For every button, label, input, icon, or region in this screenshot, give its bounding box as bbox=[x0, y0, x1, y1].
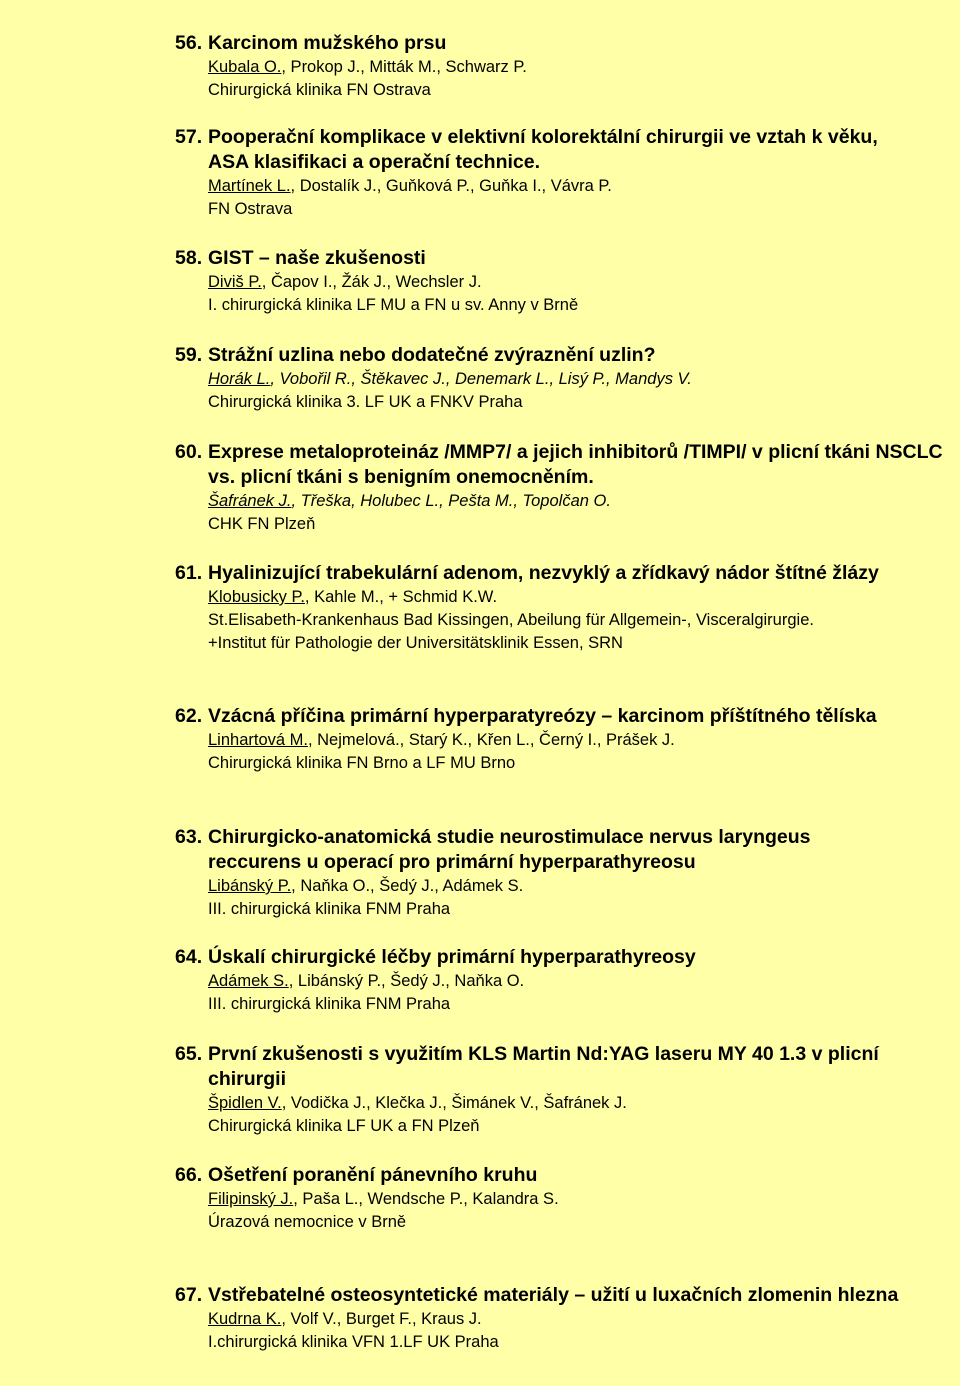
entry-institution: FN Ostrava bbox=[208, 200, 293, 218]
entry-number: 57. bbox=[175, 126, 203, 148]
entry-institution-secondary: +Institut für Pathologie der Universitätsklinik Essen, SRN bbox=[208, 634, 623, 652]
entry-authors bbox=[208, 1188, 953, 1211]
entry-title: Úskalí chirurgické léčby primární hyperparathyreosy bbox=[208, 946, 696, 968]
first-author: Martínek L. bbox=[208, 177, 291, 195]
entry-title: Exprese metaloproteináz /MMP7/ a jejich inhibitorů /TIMPI/ v plicní tkáni NSCLC vs. plicní tkáni s benigním onemocněním. bbox=[208, 441, 943, 488]
entry-number: 64. bbox=[175, 946, 203, 968]
entry-title: První zkušenosti s využitím KLS Martin Nd:YAG laseru MY 40 1.3 v plicní chirurgii bbox=[208, 1043, 879, 1090]
first-author: Klobusicky P. bbox=[208, 588, 305, 606]
entry-number: 60. bbox=[175, 441, 203, 463]
first-author: Linhartová M. bbox=[208, 731, 308, 749]
entry-institution: Úrazová nemocnice v Brně bbox=[208, 1213, 407, 1231]
other-authors: , Dostalík J., Guňková P., Guňka I., Vávra P. bbox=[290, 177, 612, 195]
entry-institution: I.chirurgická klinika VFN 1.LF UK Praha bbox=[208, 1333, 499, 1351]
other-authors: , Vobořil R., Štěkavec J., Denemark L., Lisý P., Mandys V. bbox=[270, 370, 692, 388]
entry-authors bbox=[208, 490, 953, 513]
other-authors: , Prokop J., Mitták M., Schwarz P. bbox=[281, 58, 527, 76]
first-author: Diviš P. bbox=[208, 273, 262, 291]
first-author: Libánský P. bbox=[208, 877, 292, 895]
entry-title: GIST – naše zkušenosti bbox=[208, 247, 426, 269]
entry-number: 67. bbox=[175, 1284, 203, 1306]
entry-number: 58. bbox=[175, 247, 203, 269]
entry-authors bbox=[208, 56, 953, 79]
entry-institution: Chirurgická klinika FN Ostrava bbox=[208, 81, 431, 99]
entry-institution: St.Elisabeth-Krankenhaus Bad Kissingen, Abeilung für Allgemein-, Visceralgirurgie. bbox=[208, 611, 814, 629]
entry-title: Chirurgicko-anatomická studie neurostimulace nervus laryngeus reccurens u operací pro primární hyperparathyreosu bbox=[208, 826, 811, 873]
entry-authors bbox=[208, 875, 908, 898]
first-author: Šafránek J. bbox=[208, 492, 292, 510]
first-author: Kudrna K. bbox=[208, 1310, 282, 1328]
entry-number: 62. bbox=[175, 705, 203, 727]
entry-title: Strážní uzlina nebo dodatečné zvýraznění uzlin? bbox=[208, 344, 656, 366]
entry-authors bbox=[208, 970, 953, 993]
first-author: Špidlen V. bbox=[208, 1094, 282, 1112]
entry-title: Ošetření poranění pánevního kruhu bbox=[208, 1164, 538, 1186]
other-authors: , Čapov I., Žák J., Wechsler J. bbox=[261, 273, 482, 291]
entry-number: 59. bbox=[175, 344, 203, 366]
first-author: Adámek S. bbox=[208, 972, 289, 990]
entry-authors bbox=[208, 271, 953, 294]
other-authors: , Nejmelová., Starý K., Křen L., Černý I., Prášek J. bbox=[307, 731, 675, 749]
other-authors: , Naňka O., Šedý J., Adámek S. bbox=[291, 877, 524, 895]
entry-number: 66. bbox=[175, 1164, 203, 1186]
other-authors: , Třeška, Holubec L., Pešta M., Topolčan O. bbox=[291, 492, 611, 510]
entry-authors bbox=[208, 175, 888, 198]
other-authors: , Kahle M., + Schmid K.W. bbox=[304, 588, 498, 606]
entry-number: 65. bbox=[175, 1043, 203, 1065]
entry-authors bbox=[208, 1092, 898, 1115]
first-author: Filipinský J. bbox=[208, 1190, 294, 1208]
entry-institution: III. chirurgická klinika FNM Praha bbox=[208, 900, 451, 918]
entry-authors bbox=[208, 729, 918, 752]
entry-title: Karcinom mužského prsu bbox=[208, 32, 447, 54]
entry-institution: III. chirurgická klinika FNM Praha bbox=[208, 995, 451, 1013]
entry-title: Vzácná příčina primární hyperparatyreózy – karcinom příštítného tělíska bbox=[208, 705, 877, 727]
entry-title: Hyalinizující trabekulární adenom, nezvyklý a zřídkavý nádor štítné žlázy bbox=[208, 562, 879, 584]
entry-institution: CHK FN Plzeň bbox=[208, 515, 316, 533]
entry-institution: Chirurgická klinika FN Brno a LF MU Brno bbox=[208, 754, 516, 772]
entry-number: 56. bbox=[175, 32, 203, 54]
entry-title: Vstřebatelné osteosyntetické materiály – užití u luxačních zlomenin hlezna bbox=[208, 1284, 899, 1306]
other-authors: , Libánský P., Šedý J., Naňka O. bbox=[288, 972, 525, 990]
entry-authors bbox=[208, 1308, 918, 1331]
other-authors: , Vodička J., Klečka J., Šimánek V., Šafránek J. bbox=[281, 1094, 627, 1112]
other-authors: , Paša L., Wendsche P., Kalandra S. bbox=[293, 1190, 559, 1208]
first-author: Horák L. bbox=[208, 370, 271, 388]
first-author: Kubala O. bbox=[208, 58, 282, 76]
entry-institution: Chirurgická klinika LF UK a FN Plzeň bbox=[208, 1117, 480, 1135]
entry-authors bbox=[208, 368, 953, 391]
entry-number: 63. bbox=[175, 826, 203, 848]
entry-number: 61. bbox=[175, 562, 203, 584]
entry-institution: Chirurgická klinika 3. LF UK a FNKV Praha bbox=[208, 393, 523, 411]
entry-institution: I. chirurgická klinika LF MU a FN u sv. Anny v Brně bbox=[208, 296, 579, 314]
other-authors: , Volf V., Burget F., Kraus J. bbox=[281, 1310, 482, 1328]
entry-authors bbox=[208, 586, 928, 609]
entry-title: Pooperační komplikace v elektivní kolorektální chirurgii ve vztah k věku, ASA klasifikaci a operační technice. bbox=[208, 126, 878, 173]
